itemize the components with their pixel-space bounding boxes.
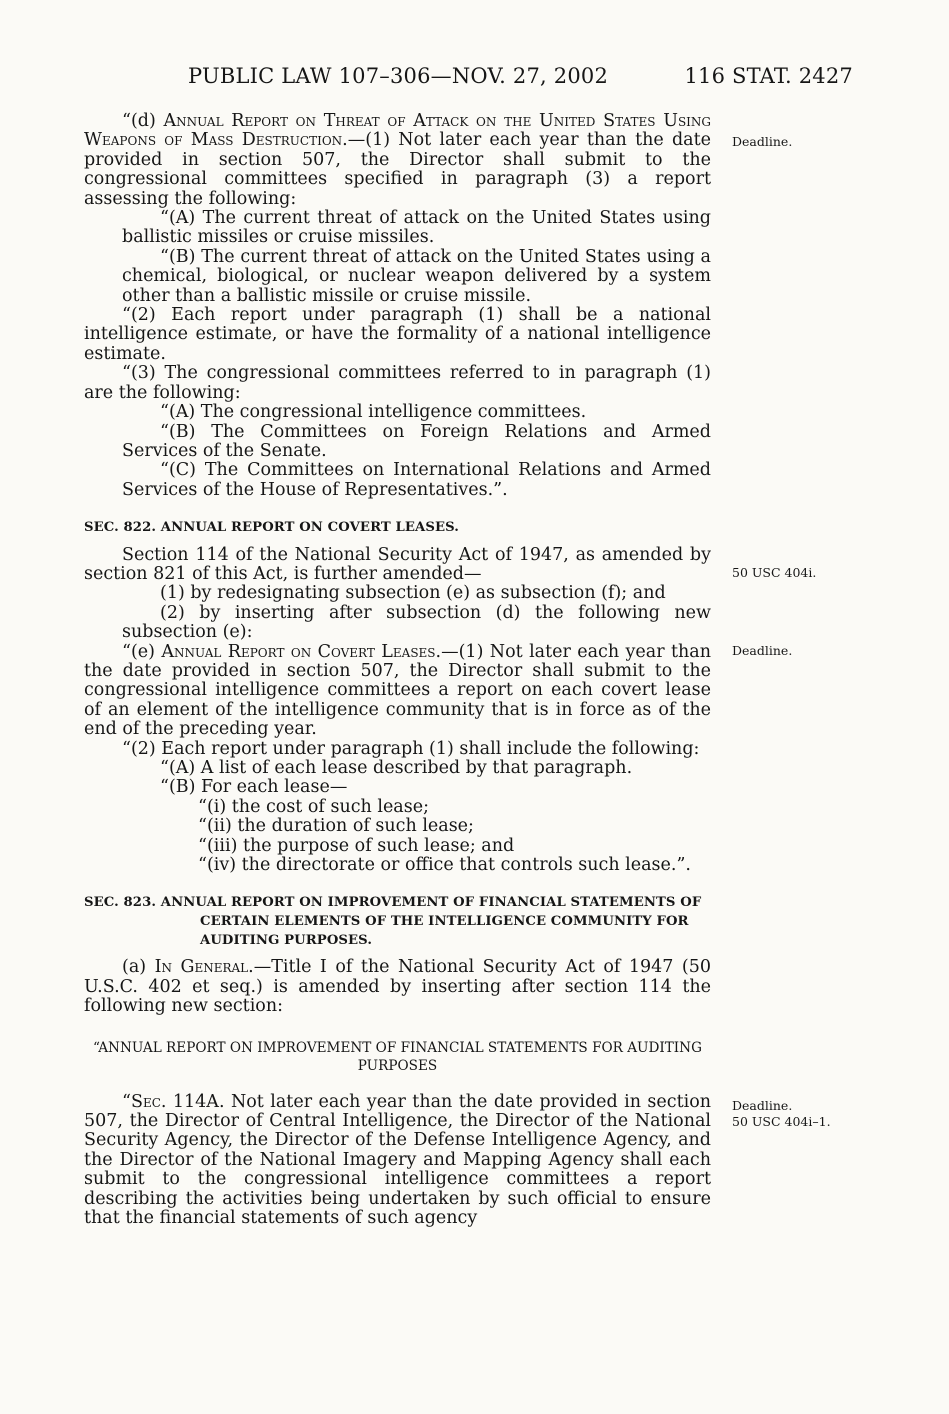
- section-heading: SEC. 823. ANNUAL REPORT ON IMPROVEMENT OF FINANCIAL STATEMENTS OF CERTAIN ELEMENTS OF THE INTELLIGENCE COMMUNITY FOR AUDITING PURPOSES.: [84, 895, 702, 949]
- paragraph-d-2: “(2) Each report under paragraph (1) shall be a national intelligence estimate, or have the formality of a national intelligence estimate.: [84, 305, 711, 364]
- paragraph-e: “(e) Annual Report on Covert Leases.—(1) Not later each year than the date provided in section 507, the Director shall submit to the congressional intelligence committees a report on each covert lease of an element of the intelligence community that is in force as of the end of the preceding year.: [84, 641, 711, 740]
- paragraph-e-2-b-iii: “(iii) the purpose of such lease; and: [198, 835, 515, 856]
- paragraph-e-2-b-ii: “(ii) the duration of such lease;: [198, 816, 474, 837]
- header-law-citation: PUBLIC LAW 107–306—NOV. 27, 2002: [188, 64, 609, 88]
- paragraph-e-2-b: “(B) For each lease—: [160, 777, 348, 798]
- paragraph-e-2: “(2) Each report under paragraph (1) shall include the following:: [122, 738, 700, 759]
- section-114a-text: “Sec. 114A. Not later each year than the date provided in section 507, the Director of Central Intelligence, the Director of the National Security Agency, the Director of the Defense Intelligence Agency, and the Director of the National Imagery and Mapping Agency shall each submit to the congressional intelligence committees a report describing the activities being undertaken by such official to ensure that the financial statements of such agency: [84, 1091, 711, 1229]
- subsection-title: Annual Report on Covert Leases.: [161, 641, 442, 662]
- document-body: [84, 112, 711, 1229]
- margin-note-deadline: Deadline.: [732, 643, 793, 658]
- margin-note-usc: 50 USC 404i–1.: [732, 1114, 831, 1129]
- section-822-item-1: (1) by redesignating subsection (e) as subsection (f); and: [160, 583, 666, 604]
- paragraph-d-3-c: “(C) The Committees on International Relations and Armed Services of the House of Representatives.”.: [122, 460, 711, 500]
- subsection-title: In General.: [154, 957, 254, 978]
- section-heading: SEC. 822. ANNUAL REPORT ON COVERT LEASES.: [84, 520, 459, 536]
- paragraph-d-3-a: “(A) The congressional intelligence committees.: [160, 402, 587, 423]
- header-stat-page: 116 STAT. 2427: [684, 64, 853, 88]
- paragraph-e-2-b-iv: “(iv) the directorate or office that controls such lease.”.: [198, 855, 691, 876]
- paragraph-e-2-b-i: “(i) the cost of such lease;: [198, 796, 429, 817]
- paragraph-d-a: “(A) The current threat of attack on the United States using ballistic missiles or cruise missiles.: [122, 208, 711, 248]
- section-822-intro: Section 114 of the National Security Act of 1947, as amended by section 821 of this Act, is further amended—: [84, 544, 711, 584]
- paragraph-d-3-b: “(B) The Committees on Foreign Relations and Armed Services of the Senate.: [122, 421, 711, 461]
- subsection-title: Annual Report on Threat of Attack on the United States Using Weapons of Mass Destruction.: [84, 111, 711, 151]
- paragraph-d-3: “(3) The congressional committees referred to in paragraph (1) are the following:: [84, 363, 711, 403]
- margin-note-deadline: Deadline.: [732, 134, 793, 149]
- paragraph-e-2-a: “(A) A list of each lease described by that paragraph.: [160, 758, 633, 778]
- section-822-item-2: (2) by inserting after subsection (d) the following new subsection (e):: [122, 602, 711, 643]
- section-823-a: (a) In General.—Title I of the National Security Act of 1947 (50 U.S.C. 402 et seq.) is amended by inserting after section 114 the following new section:: [84, 957, 711, 1017]
- margin-note-usc: 50 USC 404i.: [732, 565, 817, 580]
- margin-note-deadline: Deadline.: [732, 1098, 793, 1113]
- inserted-section-heading: “ANNUAL REPORT ON IMPROVEMENT OF FINANCIAL STATEMENTS FOR AUDITING PURPOSES: [93, 1039, 702, 1074]
- paragraph-d: “(d) Annual Report on Threat of Attack on the United States Using Weapons of Mass Destruction.—(1) Not later each year than the date provided in section 507, the Director shall submit to the congressional committees specified in paragraph (3) a report assessing the following:: [84, 111, 711, 209]
- paragraph-d-b: “(B) The current threat of attack on the United States using a chemical, biological, or nuclear weapon delivered by a system other than a ballistic missile or cruise missile.: [122, 246, 711, 306]
